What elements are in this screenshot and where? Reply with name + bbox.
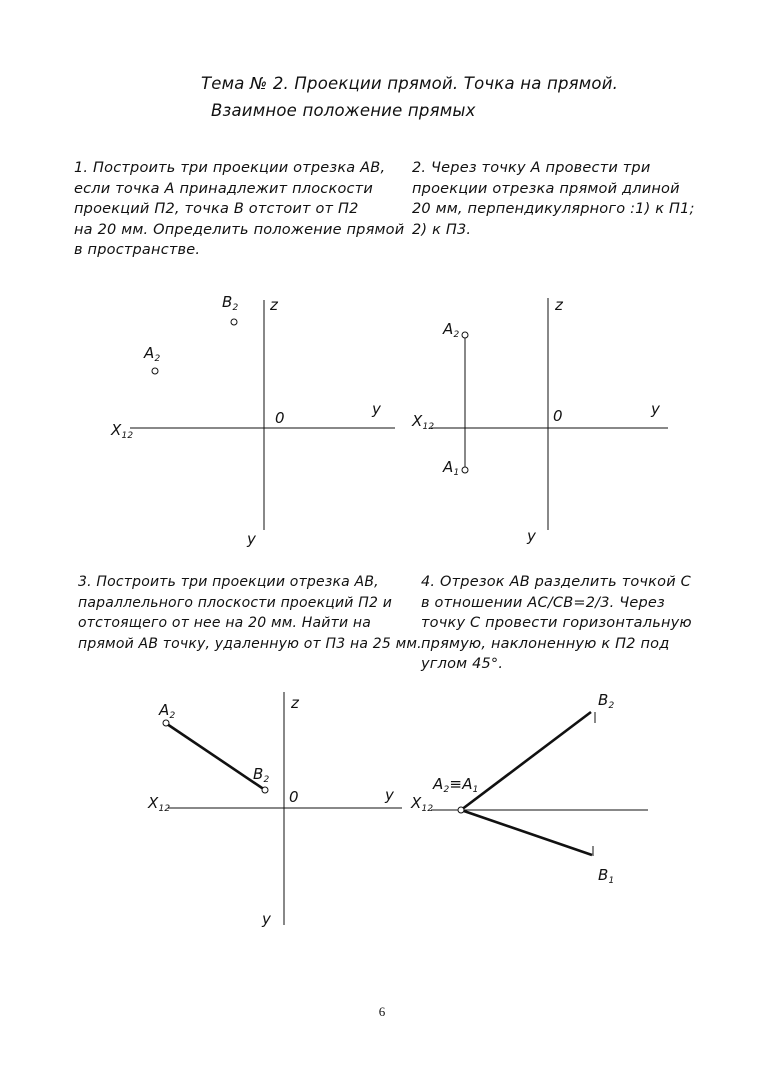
d2-label-a1-sub: 1 (453, 468, 460, 478)
task-1-line: в пространстве. (74, 242, 201, 258)
d1-label-y-bottom: y (247, 530, 257, 548)
task-2-line: 2. Через точку А провести три (412, 160, 651, 176)
task-4-line: 4. Отрезок АВ разделить точкой С (421, 574, 691, 590)
d3-label-a2-sub: 2 (169, 711, 176, 721)
d3-label-y-bottom: y (262, 910, 272, 928)
diagram-2-point-a1 (462, 467, 468, 473)
d3-label-z: z (291, 694, 300, 712)
d3-label-b2-sub: 2 (263, 775, 270, 785)
diagram-2-point-a2 (462, 332, 468, 338)
d2-label-y-bottom: y (527, 527, 537, 545)
d2-label-origin: 0 (553, 407, 563, 425)
task-2-line: 2) к П3. (412, 221, 472, 238)
d2-label-y-right: y (651, 400, 661, 418)
d4-label-a1-sub: 1 (472, 785, 479, 795)
page-number: 6 (378, 1004, 386, 1019)
d1-label-a2-letter: A (144, 344, 155, 362)
d1-label-b2-sub: 2 (232, 303, 239, 313)
task-1-line: 1. Построить три проекции отрезка АВ, (74, 160, 386, 176)
diagram-3 (163, 692, 402, 925)
task-3-line: 3. Построить три проекции отрезка АВ, (78, 574, 379, 590)
d4-label-x12 (411, 794, 433, 814)
d3-label-a2 (159, 701, 175, 721)
d4-label-b2-sub: 2 (608, 701, 615, 711)
d1-label-a2 (144, 344, 160, 364)
d2-label-x12 (412, 412, 434, 432)
d1-label-x-sub: 12 (121, 431, 134, 441)
d3-label-a2-letter: A (159, 701, 170, 719)
d4-label-b1-sub: 1 (608, 876, 615, 886)
d1-label-a2-sub: 2 (154, 354, 161, 364)
d1-label-x: X (111, 421, 122, 439)
task-2-line: проекции отрезка прямой длиной (412, 180, 680, 197)
diagram-3-segment-a2b2 (167, 724, 265, 790)
d1-label-z: z (270, 296, 279, 314)
task-4-line: точку С провести горизонтальную (421, 615, 692, 631)
task-2-line: 20 мм, перпендикулярного :1) к П1; (412, 201, 695, 217)
diagram-1-point-a2 (152, 368, 158, 374)
d4-label-b1 (598, 866, 614, 886)
d2-label-a2-letter: A (443, 320, 454, 338)
d1-label-b2 (222, 293, 238, 313)
d4-label-a2-a1 (433, 775, 479, 795)
diagram-1 (130, 300, 395, 530)
d1-label-origin: 0 (275, 409, 285, 427)
task-3-line: прямой АВ точку, удаленную от П3 на 25 мм. (78, 635, 422, 652)
d2-label-a2 (443, 320, 459, 340)
diagram-1-point-b2 (231, 319, 237, 325)
d2-label-x-sub: 12 (422, 422, 435, 432)
d4-label-b2-letter: B (598, 691, 609, 709)
task-1-line: если точка А принадлежит плоскости (74, 180, 373, 197)
d3-label-y-right: y (385, 786, 395, 804)
d1-label-x12 (111, 421, 133, 441)
task-4-line: прямую, наклоненную к П2 под (421, 635, 670, 652)
task-3-line: отстоящего от нее на 20 мм. Найти на (78, 615, 372, 631)
d2-label-a2-sub: 2 (453, 330, 460, 340)
d2-label-a1 (443, 458, 459, 478)
diagram-4-segment-ab1 (461, 810, 592, 855)
diagram-3-point-b2 (262, 787, 268, 793)
task-1-line: проекций П2, точка В отстоит от П2 (74, 201, 359, 217)
d4-label-b2 (598, 691, 614, 711)
d2-label-x: X (412, 412, 423, 430)
diagram-4-point-a (458, 807, 464, 813)
diagram-4-segment-ab2 (461, 712, 591, 810)
d3-label-b2-letter: B (253, 765, 264, 783)
diagram-2 (431, 298, 668, 530)
d3-label-x12 (148, 794, 170, 814)
d4-label-coincide: ≡ (449, 775, 463, 793)
task-1-line: на 20 мм. Определить положение прямой (74, 221, 405, 238)
d3-label-origin: 0 (289, 788, 299, 806)
d3-label-b2 (253, 765, 269, 785)
page-title-line-2: Взаимное положение прямых (211, 101, 476, 120)
d4-label-a-letter: A (433, 775, 444, 793)
task-4-line: углом 45°. (421, 656, 504, 672)
d1-label-y-right: y (372, 400, 382, 418)
d3-label-x: X (148, 794, 159, 812)
page-title-line-1: Тема № 2. Проекции прямой. Точка на прямой. (201, 74, 619, 93)
d3-label-x-sub: 12 (158, 804, 171, 814)
d4-label-b1-letter: B (598, 866, 609, 884)
task-3-line: параллельного плоскости проекций П2 и (78, 594, 393, 611)
d2-label-a1-letter: A (443, 458, 454, 476)
d4-label-x-sub: 12 (421, 804, 434, 814)
d4-label-x: X (411, 794, 422, 812)
d2-label-z: z (555, 296, 564, 314)
task-4-line: в отношении АС/СВ=2/3. Через (421, 594, 665, 611)
d1-label-b2-letter: B (222, 293, 233, 311)
d4-label-a-letter-2: A (462, 775, 473, 793)
d4-label-a2-sub: 2 (443, 785, 450, 795)
